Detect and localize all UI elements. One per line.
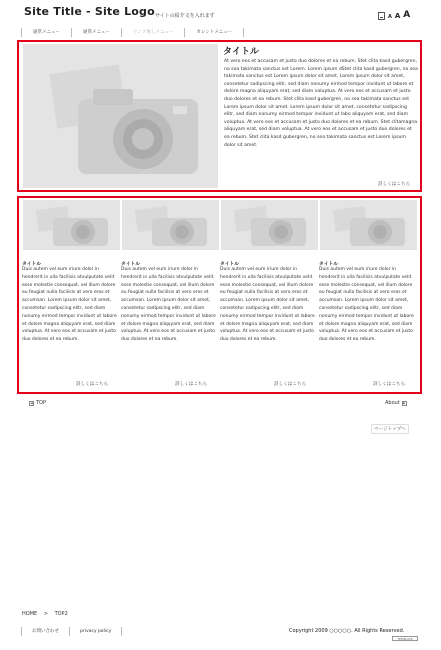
font-size-medium-button[interactable]: A: [394, 12, 401, 20]
pager-prev[interactable]: [29, 400, 46, 406]
font-size-small-button[interactable]: A: [388, 14, 392, 20]
camera-icon: [23, 200, 120, 250]
card-more-link[interactable]: 詳しくはこちら: [274, 382, 307, 387]
arrow-right-icon: ▶: [403, 400, 406, 405]
card-image: [221, 200, 318, 250]
template-badge[interactable]: TEMPLATE: [392, 636, 418, 641]
card-title: タイトル: [121, 262, 141, 267]
site-tagline: サイトの紹介文を入れます: [155, 13, 215, 19]
pager-next-label: About: [385, 400, 400, 406]
hero-more-link[interactable]: 詳しくはこちら: [378, 182, 411, 187]
camera-icon: [122, 200, 219, 250]
card-title: タイトル: [22, 262, 42, 267]
footer-link-contact[interactable]: お問い合わせ: [21, 627, 70, 636]
arrow-left-icon: ◀: [30, 400, 33, 405]
footer-links: [22, 627, 122, 636]
page-top-link[interactable]: ページトップへ: [371, 424, 409, 434]
breadcrumb: [22, 611, 68, 617]
pager-prev-label: TOP: [36, 400, 47, 406]
font-size-controls: [378, 11, 410, 20]
camera-icon: [23, 44, 218, 188]
card-image: [23, 200, 120, 250]
card-title: タイトル: [319, 262, 339, 267]
breadcrumb-current: TOP2: [54, 611, 68, 617]
breadcrumb-home[interactable]: HOME: [22, 611, 38, 617]
camera-icon: [221, 200, 318, 250]
nav-item-current[interactable]: カレントメニュー: [184, 28, 244, 37]
card-more-link[interactable]: 詳しくはこちら: [175, 382, 208, 387]
nav-item-nolink: リンク無しメニュー: [121, 28, 185, 37]
card-text: Duis autem vel eum iriure dolor in hendrerit in ulla facilisis atvulputate velit esse molestie consequat, vel illum dolore eu feugiat nulla facilisis at vero eros et accumsan. Lorem ipsum dolor sit amet, consetetur sadipscing elitr, sed diam nonumy eirmod tempor invidunt ut labore et dolore magna aliquyam erat, sed diam voluptua. At vero eos et accusam et justo duo dolores et ea rebum.: [22, 267, 117, 343]
camera-icon: [320, 200, 417, 250]
card-text: Duis autem vel eum iriure dolor in hendrerit in ulla facilisis atvulputate velit esse molestie consequat, vel illum dolore eu feugiat nulla facilisis at vero eros et accumsan. Lorem ipsum dolor sit amet, consetetur sadipscing elitr, sed diam nonumy eirmod tempor invidunt ut labore et dolore magna aliquyam erat, sed diam voluptua. At vero eos et accusam et justo duo dolores et ea rebum.: [220, 267, 315, 343]
card-title: タイトル: [220, 262, 240, 267]
card-more-link[interactable]: 詳しくはこちら: [373, 382, 406, 387]
site-title[interactable]: Site Title - Site Logo: [24, 5, 155, 18]
card-image: [122, 200, 219, 250]
global-nav: [22, 28, 244, 37]
hero-text: At vero eos et accusam et justo duo dolores et ea rebum. Stet clita kasd gubergren, no sea takimata sanctus est Lorem. Lorem ipsum dStet clita kasd gubergren, no sea takimata sanctus est Lorem ipsum dolor sit amet. Lorem ipsum dolor sit amet, consetetur sadipscing elitr, sed diam nonumy eirmod tempor invidunt ut labore et dolore magna aliquyam erat, sed diam voluptua. At vero eos et accusam et justo duo dolores et ea rebum. Stet clita kasd gubergren, no sea takimata sanctus est Lorem ipsum dolor sit amet. Lorem ipsum dolor sit amet, consetetur sadipscing elitr, sed diam nonumy eirmod tempor invidunt ut labo aliquyam erat, sed diam voluptua. At vero eos et accusam et justo duo dolores et ea rebum. Stet clitamagna aliquyam erat, sed diam voluptua. At vero eos et accusam et justo duo dolores et ea rebum. Stet clita kasd gubergren, no sea takimata sanctus est Lorem ipsum dolor sit amet.: [224, 59, 418, 148]
footer-link-privacy[interactable]: privacy policy: [69, 627, 122, 636]
hero-image: [23, 44, 218, 188]
pager-next[interactable]: [385, 400, 407, 406]
breadcrumb-separator: >: [43, 611, 48, 617]
copyright-text: Copyright 2009 ○○○○○. All Rights Reserved.: [289, 628, 405, 634]
card-text: Duis autem vel eum iriure dolor in hendrerit in ulla facilisis atvulputate velit esse molestie consequat, vel illum dolore eu feugiat nulla facilisis at vero eros et accumsan. Lorem ipsum dolor sit amet, consetetur sadipscing elitr, sed diam nonumy eirmod tempor invidunt ut labore et dolore magna aliquyam erat, sed diam voluptua. At vero eos et accusam et justo duo dolores et ea rebum.: [121, 267, 216, 343]
card-text: Duis autem vel eum iriure dolor in hendrerit in ulla facilisis atvulputate velit esse molestie consequat, vel illum dolore eu feugiat nulla facilisis at vero eros et accumsan. Lorem ipsum dolor sit amet, consetetur sadipscing elitr, sed diam nonumy eirmod tempor invidunt ut labore et dolore magna aliquyam erat, sed diam voluptua. At vero eos et accusam et justo duo dolores et ea rebum.: [319, 267, 414, 343]
card-more-link[interactable]: 詳しくはこちら: [76, 382, 109, 387]
nav-item-normal-2[interactable]: 通常メニュー: [71, 28, 122, 37]
font-size-large-button[interactable]: A: [403, 10, 411, 20]
print-icon[interactable]: [378, 12, 385, 20]
nav-item-normal-1[interactable]: 通常メニュー: [21, 28, 72, 37]
hero-title: タイトル: [223, 47, 259, 57]
card-image: [320, 200, 417, 250]
